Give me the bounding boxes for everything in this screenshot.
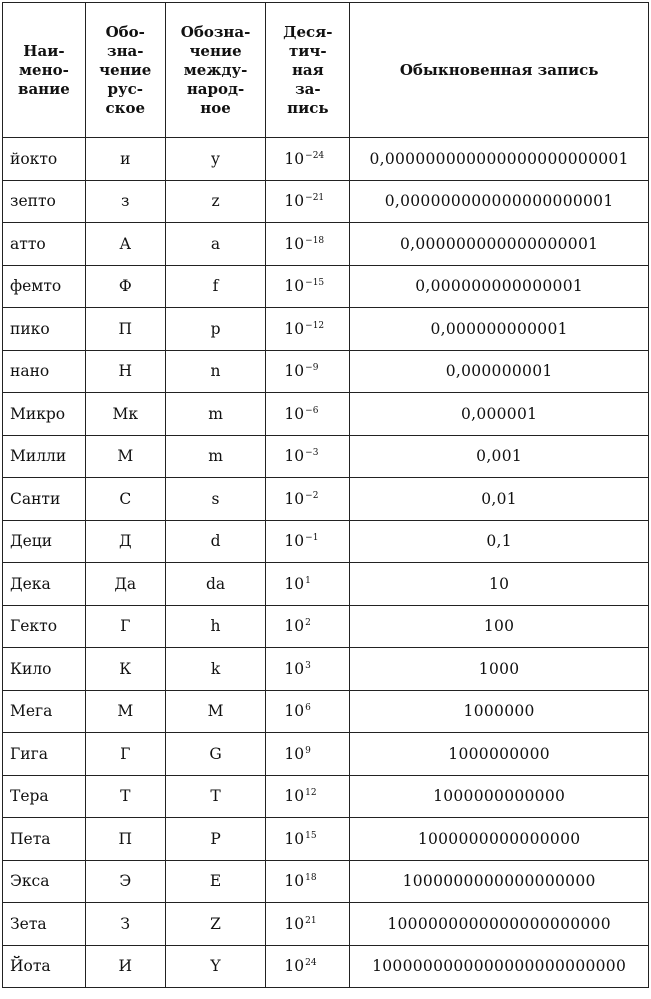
header-name: Наи- мено- вание [3,3,86,138]
power-base: 10 [284,829,305,848]
prefix-ordinary-value: 0,001 [350,435,649,478]
header-decimal: Деся- тич- ная за- пись [266,3,350,138]
prefix-decimal [266,138,350,181]
prefix-decimal [266,775,350,818]
power-exponent: −2 [305,490,319,501]
prefix-ru-symbol: М [85,690,165,733]
prefix-name: Пета [3,818,86,861]
power-exponent: −9 [305,363,319,374]
prefix-ru-symbol: М [85,435,165,478]
prefix-ordinary-value: 0,000000000000000001 [350,223,649,266]
prefix-name: Дека [3,563,86,606]
table-row [3,690,649,733]
prefix-ordinary-value: 1000000 [350,690,649,733]
prefix-name: пико [3,308,86,351]
table-row [3,733,649,776]
table-row [3,903,649,946]
table-row [3,223,649,266]
prefix-ru-symbol: А [85,223,165,266]
table-row [3,138,649,181]
header-row [3,3,649,138]
power-base: 10 [284,404,305,423]
prefix-ru-symbol: П [85,308,165,351]
prefix-name: Санти [3,478,86,521]
header-ru-symbol: Обо- зна- чение рус- ское [85,3,165,138]
prefix-ru-symbol: Д [85,520,165,563]
prefix-intl-symbol: T [165,775,266,818]
prefix-name: Мега [3,690,86,733]
power-exponent: 1 [305,575,311,586]
prefix-intl-symbol: f [165,265,266,308]
power-base: 10 [284,787,305,806]
prefix-ru-symbol: Мк [85,393,165,436]
prefix-ordinary-value: 100 [350,605,649,648]
prefix-intl-symbol: Z [165,903,266,946]
prefix-name: зепто [3,180,86,223]
power-exponent: 3 [305,660,311,671]
prefix-decimal [266,860,350,903]
prefix-decimal [266,223,350,266]
power-base: 10 [284,489,305,508]
prefix-decimal [266,308,350,351]
prefix-ru-symbol: П [85,818,165,861]
header-ordinary: Обыкновенная запись [350,3,649,138]
prefix-ordinary-value: 1000000000 [350,733,649,776]
prefix-name: Гекто [3,605,86,648]
power-base: 10 [284,957,305,976]
prefix-ordinary-value: 1000000000000000000000 [350,903,649,946]
prefix-ru-symbol: Г [85,733,165,776]
power-exponent: 21 [305,915,317,926]
prefix-intl-symbol: k [165,648,266,691]
prefix-ru-symbol: К [85,648,165,691]
prefix-name: Экса [3,860,86,903]
table-row [3,478,649,521]
prefix-intl-symbol: s [165,478,266,521]
table-row [3,818,649,861]
power-exponent: −3 [305,448,319,459]
prefix-intl-symbol: p [165,308,266,351]
power-exponent: 24 [305,958,317,969]
power-exponent: −1 [305,533,319,544]
prefix-ordinary-value: 1000000000000000000 [350,860,649,903]
prefix-intl-symbol: m [165,435,266,478]
prefix-ru-symbol: Н [85,350,165,393]
prefix-ru-symbol: з [85,180,165,223]
prefix-ru-symbol: И [85,945,165,988]
prefix-name: Деци [3,520,86,563]
prefix-name: нано [3,350,86,393]
prefix-decimal [266,563,350,606]
prefix-intl-symbol: n [165,350,266,393]
prefix-name: атто [3,223,86,266]
table-row [3,775,649,818]
table-row [3,520,649,563]
table-row [3,945,649,988]
prefix-intl-symbol: h [165,605,266,648]
power-base: 10 [284,702,305,721]
prefix-decimal [266,265,350,308]
power-exponent: 9 [305,745,311,756]
prefix-name: фемто [3,265,86,308]
prefix-decimal [266,180,350,223]
header-intl-symbol: Обозна- чение между- народ- ное [165,3,266,138]
prefix-ru-symbol: Э [85,860,165,903]
prefix-intl-symbol: G [165,733,266,776]
power-exponent: 6 [305,703,311,714]
prefix-intl-symbol: z [165,180,266,223]
power-base: 10 [284,447,305,466]
prefix-intl-symbol: Y [165,945,266,988]
prefix-name: йокто [3,138,86,181]
prefix-decimal [266,520,350,563]
power-base: 10 [284,574,305,593]
power-base: 10 [284,872,305,891]
prefix-ordinary-value: 1000000000000 [350,775,649,818]
table-row [3,393,649,436]
power-exponent: −24 [305,150,325,161]
table-row [3,648,649,691]
table-row [3,435,649,478]
power-base: 10 [284,319,305,338]
prefix-intl-symbol: y [165,138,266,181]
power-exponent: 15 [305,830,317,841]
prefix-ordinary-value: 1000000000000000 [350,818,649,861]
power-exponent: 12 [305,788,317,799]
prefix-ordinary-value: 0,000000000001 [350,308,649,351]
table-row [3,605,649,648]
prefix-decimal [266,435,350,478]
prefix-ru-symbol: С [85,478,165,521]
prefix-ru-symbol: Ф [85,265,165,308]
prefix-name: Йота [3,945,86,988]
table-row [3,860,649,903]
power-exponent: 18 [305,873,317,884]
prefix-decimal [266,478,350,521]
prefix-name: Милли [3,435,86,478]
power-base: 10 [284,659,305,678]
power-base: 10 [284,234,305,253]
prefix-intl-symbol: M [165,690,266,733]
power-base: 10 [284,914,305,933]
power-exponent: 2 [305,618,311,629]
prefix-ru-symbol: З [85,903,165,946]
prefix-decimal [266,903,350,946]
si-prefix-table [2,2,649,988]
prefix-ordinary-value: 0,000000000000001 [350,265,649,308]
prefix-intl-symbol: m [165,393,266,436]
power-exponent: −15 [305,278,325,289]
prefix-name: Кило [3,648,86,691]
prefix-ordinary-value: 0,000000001 [350,350,649,393]
prefix-decimal [266,648,350,691]
table-body [3,138,649,988]
power-exponent: −12 [305,320,325,331]
power-exponent: −6 [305,405,319,416]
prefix-ordinary-value: 0,01 [350,478,649,521]
table-row [3,265,649,308]
prefix-decimal [266,350,350,393]
table-row [3,350,649,393]
power-base: 10 [284,744,305,763]
table-row [3,563,649,606]
prefix-ordinary-value: 0,000001 [350,393,649,436]
prefix-ordinary-value: 0,000000000000000000000001 [350,138,649,181]
prefix-name: Тера [3,775,86,818]
power-base: 10 [284,362,305,381]
prefix-name: Зета [3,903,86,946]
prefix-ordinary-value: 10 [350,563,649,606]
prefix-ordinary-value: 1000 [350,648,649,691]
prefix-ru-symbol: Т [85,775,165,818]
prefix-intl-symbol: a [165,223,266,266]
prefix-ru-symbol: Да [85,563,165,606]
prefix-intl-symbol: da [165,563,266,606]
prefix-name: Гига [3,733,86,776]
prefix-ordinary-value: 0,000000000000000000001 [350,180,649,223]
prefix-decimal [266,690,350,733]
prefix-decimal [266,605,350,648]
prefix-ordinary-value: 1000000000000000000000000 [350,945,649,988]
power-exponent: −21 [305,193,325,204]
table-row [3,308,649,351]
prefix-decimal [266,818,350,861]
prefix-decimal [266,393,350,436]
power-base: 10 [284,149,305,168]
prefix-decimal [266,945,350,988]
prefix-intl-symbol: E [165,860,266,903]
prefix-ru-symbol: и [85,138,165,181]
prefix-intl-symbol: d [165,520,266,563]
prefix-intl-symbol: P [165,818,266,861]
prefix-ordinary-value: 0,1 [350,520,649,563]
power-exponent: −18 [305,235,325,246]
power-base: 10 [284,192,305,211]
power-base: 10 [284,277,305,296]
table-row [3,180,649,223]
prefix-ru-symbol: Г [85,605,165,648]
prefix-name: Микро [3,393,86,436]
power-base: 10 [284,532,305,551]
prefix-decimal [266,733,350,776]
power-base: 10 [284,617,305,636]
